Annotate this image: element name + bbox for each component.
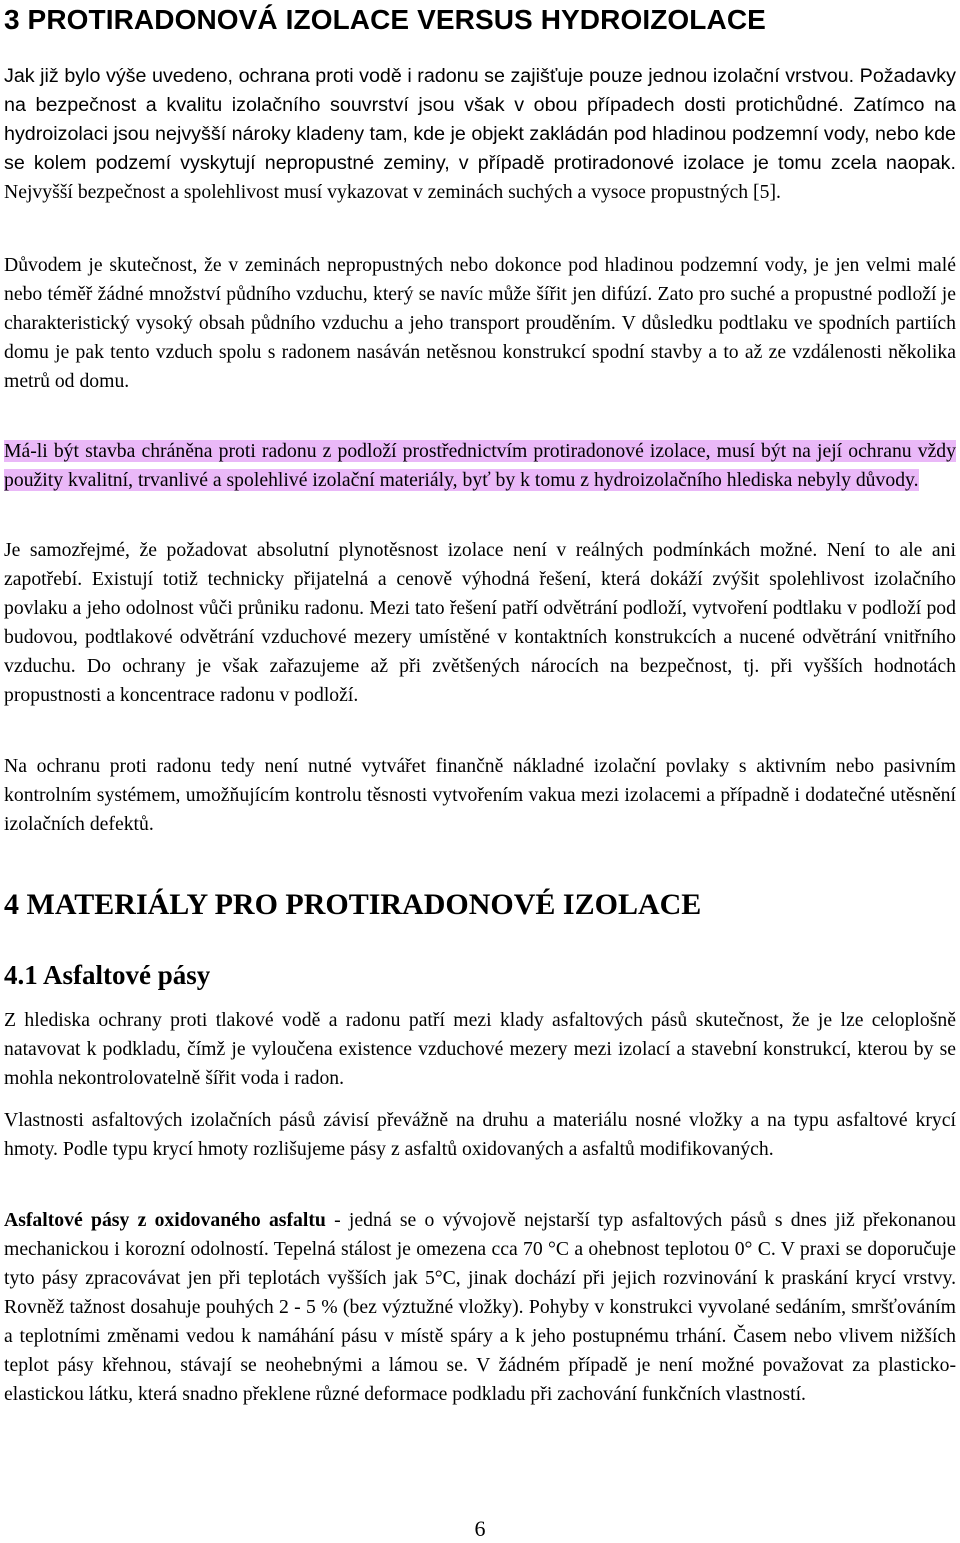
section-4-paragraph-3 xyxy=(4,1206,956,1409)
section-4-paragraph-2: Vlastnosti asfaltových izolačních pásů závisí převážně na druhu a materiálu nosné vložky a na typu asfaltové krycí hmoty. Podle typu krycí hmoty rozlišujeme pásy z asfaltů oxidovaných a asfaltů modifikovaných. xyxy=(4,1109,956,1160)
highlighted-text: Má-li být stavba chráněna proti radonu z podloží prostřednictvím protiradonové izolace, musí být na její ochranu vždy použity kvalitní, trvanlivé a spolehlivé izolační materiály, byť by k tomu z hydroizolačního hlediska nebyly důvody. xyxy=(4,440,956,491)
section-4-paragraph-1: Z hlediska ochrany proti tlakové vodě a radonu patří mezi klady asfaltových pásů skutečnost, že je lze celoplošně natavovat k podkladu, čímž je vyloučena existence vzduchové mezery mezi izolací a stavební konstrukcí, kterou by se mohla nekontrolovatelně šířit voda i radon. xyxy=(4,1009,956,1089)
section-3-paragraph-4: Je samozřejmé, že požadovat absolutní plynotěsnost izolace není v reálných podmínkách možné. Není to ale ani zapotřebí. Existují totiž technicky přijatelná a cenově výhodná řešení, která dokáží zvýšit spolehlivost izolačního povlaku a jeho odolnost vůči průniku radonu. Mezi tato řešení patří odvětrání podloží, vytvoření podtlaku v podloží pod budovou, podtlakové odvětrání vzduchové mezery umístěné v kontaktních konstrukcích a nucené odvětrání vnitřního vzduchu. Do ochrany je však zařazujeme až při zvětšených nárocích na bezpečnost, tj. při vyšších hodnotách propustnosti a koncentrace radonu v podloží. xyxy=(4,539,956,706)
page-number: 6 xyxy=(474,1516,486,1541)
section-3-paragraph-3-highlighted xyxy=(4,437,956,495)
paragraph-3-text: - jedná se o vývojově nejstarší typ asfaltových pásů s dnes již překonanou mechanickou i korozní odolností. Tepelná stálost je omezena cca 70 °C a ohebnost teplotou 0° C. V praxi se doporučuje tyto pásy zpracovávat jen při teplotách vyšších jak 5°C, jinak dochází při jejich rozvinování k praskání krycí vrstvy. Rovněž tažnost dosahuje pouhých 2 - 5 % (bez výztužné vložky). Pohyby v konstrukci vyvolané sedáním, smršťováním a teplotními změnami vedou k namáhání pásu v místě spáry a k jeho postupnému trhání. Časem nebo vlivem nižších teplot pásy křehnou, stávají se neohebnými a lámou se. V žádném případě je není možné považovat za plasticko-elastickou látku, která snadno překlene různé deformace podkladu při zachování funkčních vlastností. xyxy=(4,1209,956,1405)
section-4-heading: 4 MATERIÁLY PRO PROTIRADONOVÉ IZOLACE xyxy=(4,888,702,921)
section-3-heading: 3 PROTIRADONOVÁ IZOLACE VERSUS HYDROIZOLACE xyxy=(4,4,766,35)
paragraph-1-serif-text: Nejvyšší bezpečnost a spolehlivost musí vykazovat v zeminách suchých a vysoce propustných [5]. xyxy=(4,181,781,203)
paragraph-3-bold-term: Asfaltové pásy z oxidovaného asfaltu xyxy=(4,1209,326,1231)
section-3-paragraph-5: Na ochranu proti radonu tedy není nutné vytvářet finančně nákladné izolační povlaky s aktivním nebo pasivním kontrolním systémem, umožňujícím kontrolu těsnosti vytvořením vakua mezi izolacemi a případně i dodatečné utěsnění izolačních defektů. xyxy=(4,755,956,835)
paragraph-1-main-text: Jak již bylo výše uvedeno, ochrana proti vodě i radonu se zajišťuje pouze jednou izolační vrstvou. Požadavky na bezpečnost a kvalitu izolačního souvrství jsou však v obou případech dosti protichůdné. Zatímco na hydroizolaci jsou nejvyšší nároky kladeny tam, kde je objekt zakládán pod hladinou podzemní vody, nebo kde se kolem podzemí vyskytují nepropustné zeminy, v případě protiradonové izolace je tomu zcela naopak. xyxy=(4,65,956,174)
subsection-4-1-heading: 4.1 Asfaltové pásy xyxy=(4,960,211,990)
section-3-paragraph-1 xyxy=(4,62,956,207)
section-3-paragraph-2: Důvodem je skutečnost, že v zeminách nepropustných nebo dokonce pod hladinou podzemní vody, je jen velmi malé nebo téměř žádné množství půdního vzduchu, který se navíc může šířit jen difúzí. Zato pro suché a propustné podloží je charakteristický vysoký obsah půdního vzduchu a jeho transport prouděním. V důsledku podtlaku ve spodních partiích domu je pak tento vzduch spolu s radonem nasáván netěsnou konstrukcí spodní stavby a to až ze vzdálenosti několika metrů od domu. xyxy=(4,254,956,392)
